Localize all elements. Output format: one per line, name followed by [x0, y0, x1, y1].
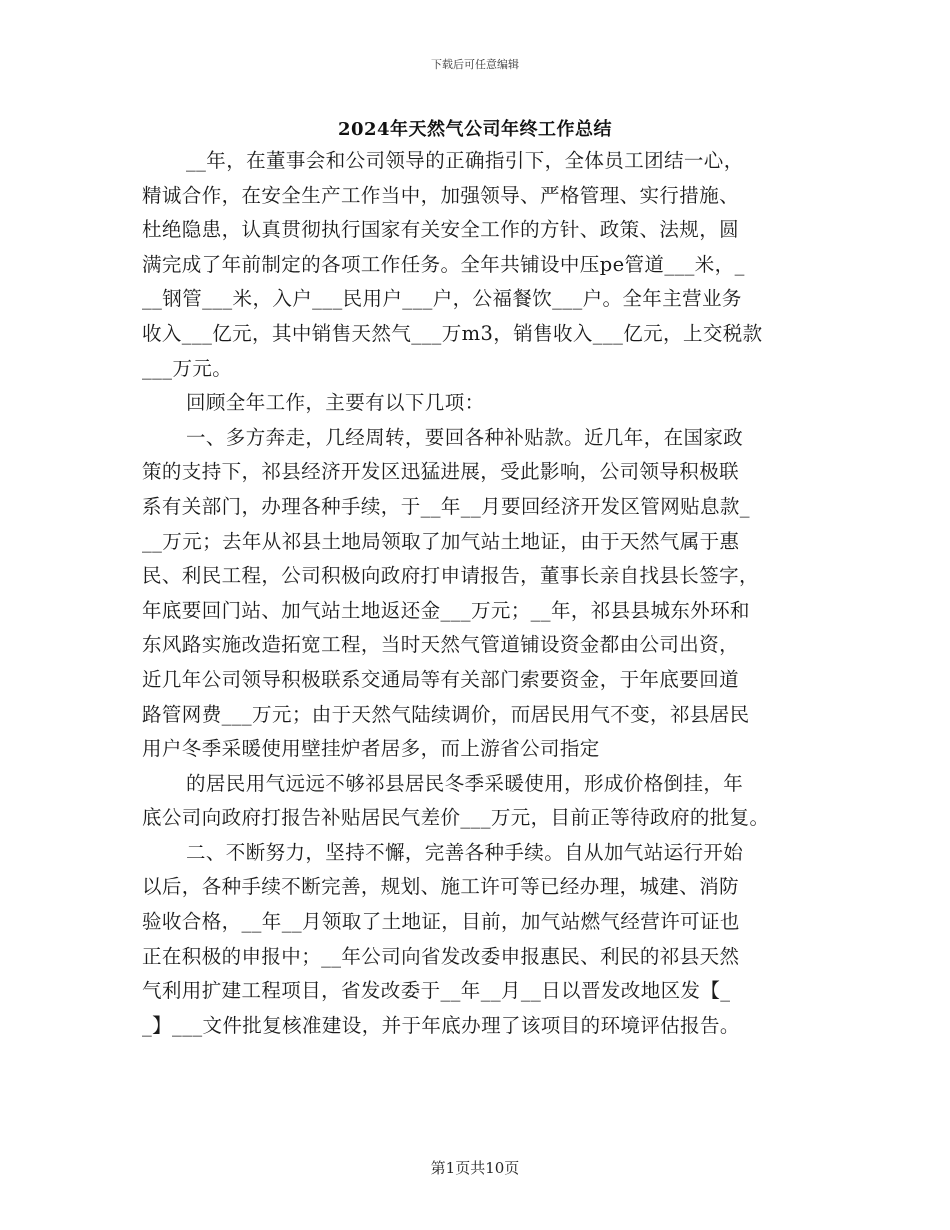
body-text-line: 用户冬季采暖使用壁挂炉者居多，而上游省公司指定 — [142, 737, 600, 761]
body-text-line: 的居民用气远远不够祁县居民冬季采暖使用，形成价格倒挂，年 — [186, 771, 744, 795]
document-title: 2024年天然气公司年终工作总结 — [337, 119, 613, 140]
body-text-line: 满完成了年前制定的各项工作任务。全年共铺设中压pe管道___米，_ — [142, 252, 745, 276]
body-text-line: 近几年公司领导积极联系交通局等有关部门索要资金，于年底要回道 — [142, 667, 740, 691]
body-text-line: 回顾全年工作，主要有以下几项： — [186, 391, 485, 415]
body-text-line: 二、不断努力，坚持不懈，完善各种手续。自从加气站运行开始 — [186, 840, 744, 864]
body-text-line: 气利用扩建工程项目，省发改委于__年__月__日以晋发改地区发【_ — [142, 979, 731, 1003]
body-text-line: 东风路实施改造拓宽工程，当时天然气管道铺设资金都由公司出资， — [142, 633, 740, 657]
page-header: 下载后可任意编辑 — [431, 58, 519, 71]
body-text-line: ___万元。 — [142, 356, 233, 380]
body-text-line: 杜绝隐患，认真贯彻执行国家有关安全工作的方针、政策、法规，圆 — [142, 218, 740, 242]
document-body — [142, 144, 822, 1043]
body-text-line: 策的支持下，祁县经济开发区迅猛进展，受此影响，公司领导积极联 — [142, 460, 740, 484]
body-text-line: _】___文件批复核准建设，并于年底办理了该项目的环境评估报告。 — [142, 1013, 740, 1037]
body-text-line: 年底要回门站、加气站土地返还金___万元；__年，祁县县城东外环和 — [142, 598, 750, 622]
body-text-line: 系有关部门，办理各种手续，于__年__月要回经济开发区管网贴息款_ — [142, 494, 750, 518]
body-text-line: 路管网费___万元；由于天然气陆续调价，而居民用气不变，祁县居民 — [142, 702, 750, 726]
body-text-line: 收入___亿元，其中销售天然气___万m3，销售收入___亿元，上交税款 — [142, 321, 763, 345]
body-text-line: __钢管___米，入户___民用户___户，公福餐饮___户。全年主营业务 — [142, 287, 742, 311]
body-text-line: 民、利民工程，公司积极向政府打申请报告，董事长亲自找县长签字， — [142, 564, 759, 588]
body-text-line: __万元；去年从祁县土地局领取了加气站土地证，由于天然气属于惠 — [142, 529, 740, 553]
body-text-line: 底公司向政府打报告补贴居民气差价___万元，目前正等待政府的批复。 — [142, 806, 770, 830]
body-text-line: 以后，各种手续不断完善，规划、施工许可等已经办理，城建、消防 — [142, 875, 740, 899]
body-text-line: 精诚合作，在安全生产工作当中，加强领导、严格管理、实行措施、 — [142, 183, 740, 207]
body-text-line: 验收合格，__年__月领取了土地证，目前，加气站燃气经营许可证也 — [142, 910, 740, 934]
body-text-line: 正在积极的申报中；__年公司向省发改委申报惠民、利民的祁县天然 — [142, 944, 740, 968]
page-footer: 第1页共10页 — [430, 1159, 520, 1177]
body-text-line: 一、多方奔走，几经周转，要回各种补贴款。近几年，在国家政 — [186, 425, 744, 449]
body-text-line: __年，在董事会和公司领导的正确指引下，全体员工团结一心， — [186, 149, 744, 172]
